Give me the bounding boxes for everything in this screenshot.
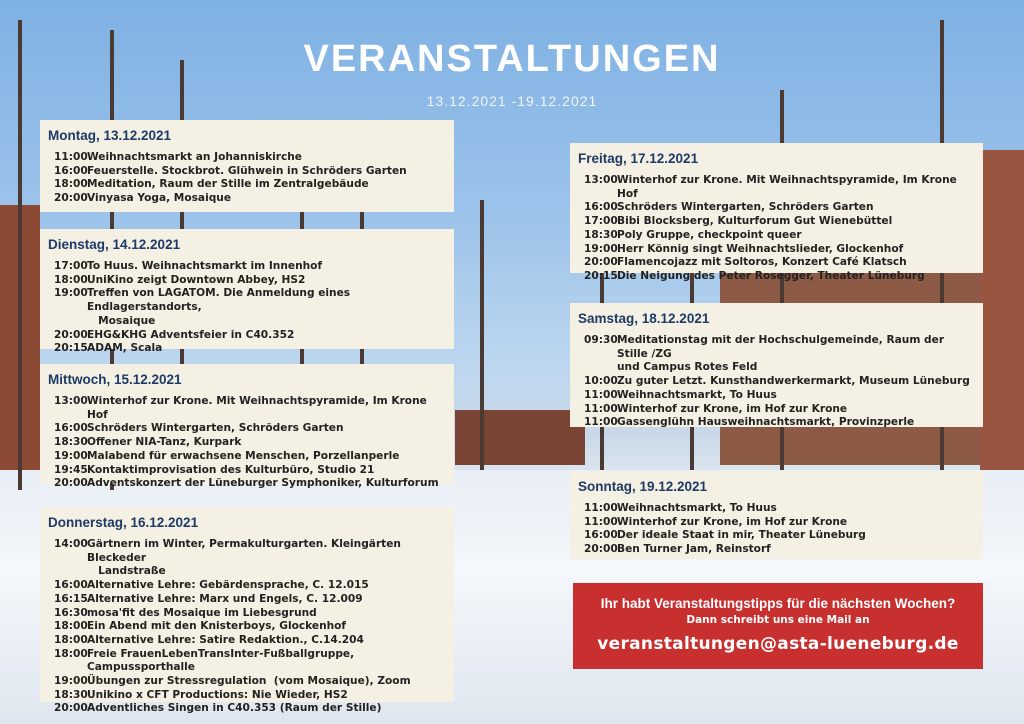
event-description: Freie FrauenLebenTransInter-Fußballgruppe, Campussporthalle	[87, 647, 358, 674]
event-time: 19:45	[54, 463, 88, 476]
event-time: 20:15	[584, 269, 618, 282]
event-row	[48, 274, 446, 288]
event-description: Alternative Lehre: Satire Redaktion., C.14.204	[87, 633, 364, 646]
event-time: 20:00	[54, 477, 88, 490]
event-time: 11:00	[584, 515, 618, 528]
event-description: UniKino zeigt Downtown Abbey, HS2	[87, 273, 306, 286]
event-time: 13:00	[54, 395, 88, 407]
event-row	[48, 620, 446, 634]
event-row	[48, 287, 446, 328]
day-heading: Montag, 13.12.2021	[48, 128, 172, 143]
day-heading: Donnerstag, 16.12.2021	[48, 515, 199, 530]
event-time: 11:00	[584, 388, 618, 401]
day-heading: Sonntag, 19.12.2021	[578, 479, 708, 494]
event-time: 17:00	[54, 260, 88, 272]
day-card-wednesday	[40, 364, 454, 490]
event-description: Feuerstelle. Stockbrot. Glühwein in Schröders Garten	[87, 164, 407, 177]
event-row	[578, 543, 975, 557]
event-time: 20:00	[584, 543, 618, 556]
event-row	[578, 416, 975, 430]
building-right	[980, 150, 1024, 470]
event-description: Winterhof zur Krone. Mit Weihnachtspyramide, Im Krone Hof	[87, 395, 431, 421]
day-heading: Mittwoch, 15.12.2021	[48, 372, 182, 387]
day-card-saturday	[570, 303, 983, 427]
event-description: Offener NIA-Tanz, Kurpark	[87, 436, 242, 449]
event-description: Zu guter Letzt. Kunsthandwerkermarkt, Museum Lüneburg	[617, 375, 970, 388]
event-description: Bibi Blocksberg, Kulturforum Gut Wienebüttel	[617, 215, 893, 228]
event-row	[578, 270, 975, 284]
event-description: Adventskonzert der Lüneburger Symphoniker, Kulturforum	[87, 477, 439, 490]
event-time: 10:00	[584, 375, 618, 388]
event-time: 19:00	[584, 242, 618, 255]
event-row	[48, 436, 446, 450]
day-card-friday	[570, 143, 983, 282]
contact-banner	[573, 583, 983, 669]
event-row	[48, 151, 446, 165]
event-time: 16:00	[54, 579, 88, 592]
event-time: 09:30	[584, 334, 618, 346]
event-row	[48, 648, 446, 675]
event-description: Flamencojazz mit Soltoros, Konzert Café Klatsch	[617, 256, 907, 269]
event-time: 17:00	[584, 215, 618, 228]
event-description: Malabend für erwachsene Menschen, Porzellanperle	[87, 449, 400, 462]
event-time: 11:00	[584, 402, 618, 415]
event-row	[48, 342, 446, 356]
event-row	[578, 502, 975, 516]
event-time: 20:00	[54, 328, 88, 341]
event-description: Vinyasa Yoga, Mosaique	[87, 192, 232, 205]
day-heading: Freitag, 17.12.2021	[578, 151, 699, 166]
event-time: 16:00	[54, 164, 88, 177]
event-description: Ein Abend mit den Knisterboys, Glockenhof	[87, 620, 347, 633]
event-row	[48, 538, 446, 579]
event-description: Meditation, Raum der Stille im Zentralgebäude	[87, 178, 369, 191]
event-time: 18:00	[54, 273, 88, 286]
event-description: Schröders Wintergarten, Schröders Garten	[617, 201, 874, 214]
event-row	[578, 215, 975, 229]
event-description: Winterhof zur Krone, im Hof zur Krone	[617, 515, 848, 528]
event-time: 16:30	[54, 606, 88, 619]
event-description: Kontaktimprovisation des Kulturbüro, Studio 21	[87, 463, 375, 476]
event-description: Weihnachtsmarkt, To Huus	[617, 388, 777, 401]
event-description: To Huus. Weihnachtsmarkt im Innenhof	[87, 260, 323, 272]
event-time: 18:00	[54, 620, 88, 633]
event-description: Winterhof zur Krone, im Hof zur Krone	[617, 402, 848, 415]
event-time: 18:00	[54, 178, 88, 191]
event-time: 18:30	[54, 436, 88, 449]
event-time: 16:00	[584, 529, 618, 542]
event-description: Alternative Lehre: Marx und Engels, C. 12.009	[87, 592, 363, 605]
event-time: 20:00	[54, 192, 88, 205]
event-row	[578, 389, 975, 403]
event-description: ADAM, Scala	[87, 342, 163, 355]
event-row	[48, 634, 446, 648]
event-row	[48, 192, 446, 206]
event-row	[48, 702, 446, 716]
event-row	[48, 165, 446, 179]
page-title: VERANSTALTUNGEN	[303, 38, 721, 80]
event-time: 20:00	[54, 702, 88, 715]
event-time: 11:00	[584, 502, 618, 514]
event-time: 18:00	[54, 633, 88, 646]
event-description: Meditationstag mit der Hochschulgemeinde, Raum der Stille /ZG und Campus Rotes Feld	[617, 334, 945, 374]
event-description: Die Neigung des Peter Rosegger, Theater Lüneburg	[617, 269, 925, 282]
event-description: EHG&KHG Adventsfeier in C40.352	[87, 328, 295, 341]
event-row	[48, 579, 446, 593]
event-time: 16:00	[54, 422, 88, 435]
event-description: Herr Könnig singt Weihnachtslieder, Glockenhof	[617, 242, 904, 255]
building-center	[455, 410, 585, 465]
event-description: Weihnachtsmarkt an Johanniskirche	[87, 151, 302, 163]
event-description: Gassenglühn Hausweihnachtsmarkt, Provinzperle	[617, 416, 915, 429]
event-time: 20:00	[584, 256, 618, 269]
event-row	[48, 450, 446, 464]
event-time: 11:00	[584, 416, 618, 429]
day-heading: Samstag, 18.12.2021	[578, 311, 710, 326]
event-description: Winterhof zur Krone. Mit Weihnachtspyramide, Im Krone Hof	[617, 174, 961, 200]
event-time: 13:00	[584, 174, 618, 186]
event-time: 19:00	[54, 287, 88, 300]
event-description: mosa'fit des Mosaique im Liebesgrund	[87, 606, 317, 619]
event-row	[48, 422, 446, 436]
event-description: Treffen von LAGATOM. Die Anmeldung eines Endlagerstandorts, Mosaique	[87, 287, 351, 327]
event-time: 18:30	[584, 228, 618, 241]
event-row	[48, 689, 446, 703]
event-row	[48, 464, 446, 478]
event-row	[578, 403, 975, 417]
event-description: Gärtnern im Winter, Permakulturgarten. Kleingärten Bleckeder Landstraße	[87, 538, 401, 578]
day-card-tuesday	[40, 229, 454, 355]
contact-subline: Dann schreibt uns eine Mail an	[686, 614, 870, 626]
event-row	[48, 593, 446, 607]
event-time: 18:00	[54, 647, 88, 660]
day-heading: Dienstag, 14.12.2021	[48, 237, 181, 252]
tree-trunk	[18, 20, 22, 490]
event-row	[578, 201, 975, 215]
event-description: Unikino x CFT Productions: Nie Wieder, HS2	[87, 688, 348, 701]
event-description: Alternative Lehre: Gebärdensprache, C. 12.015	[87, 579, 369, 592]
event-time: 19:00	[54, 449, 88, 462]
event-time: 20:15	[54, 342, 88, 355]
day-card-sunday	[570, 471, 983, 559]
event-time: 11:00	[54, 151, 88, 163]
event-row	[578, 516, 975, 530]
event-row	[48, 260, 446, 274]
tree-trunk	[480, 200, 484, 470]
event-description: Poly Gruppe, checkpoint queer	[617, 228, 802, 241]
event-description: Adventliches Singen in C40.353 (Raum der Stille)	[87, 702, 382, 715]
day-card-monday	[40, 120, 454, 212]
contact-headline: Ihr habt Veranstaltungstipps für die nächsten Wochen?	[600, 596, 956, 611]
event-row	[578, 529, 975, 543]
date-range: 13.12.2021 -19.12.2021	[426, 93, 598, 109]
event-time: 18:30	[54, 688, 88, 701]
event-time: 19:00	[54, 675, 88, 688]
contact-email[interactable]: veranstaltungen@asta-lueneburg.de	[597, 634, 959, 654]
event-time: 16:00	[584, 201, 618, 214]
event-row	[48, 477, 446, 491]
event-row	[578, 229, 975, 243]
event-description: Weihnachtsmarkt, To Huus	[617, 502, 777, 514]
event-row	[578, 375, 975, 389]
event-row	[578, 174, 975, 201]
day-card-thursday	[40, 507, 454, 715]
event-row	[48, 178, 446, 192]
event-description: Schröders Wintergarten, Schröders Garten	[87, 422, 344, 435]
event-row	[48, 675, 446, 689]
event-row	[48, 395, 446, 422]
event-time: 14:00	[54, 538, 88, 550]
event-time: 16:15	[54, 592, 88, 605]
event-row	[48, 607, 446, 621]
event-description: Übungen zur Stressregulation (vom Mosaique), Zoom	[87, 675, 411, 688]
event-description: Ben Turner Jam, Reinstorf	[617, 543, 771, 556]
event-row	[578, 334, 975, 375]
event-row	[578, 243, 975, 257]
event-row	[578, 256, 975, 270]
event-description: Der ideale Staat in mir, Theater Lüneburg	[617, 529, 866, 542]
event-row	[48, 329, 446, 343]
